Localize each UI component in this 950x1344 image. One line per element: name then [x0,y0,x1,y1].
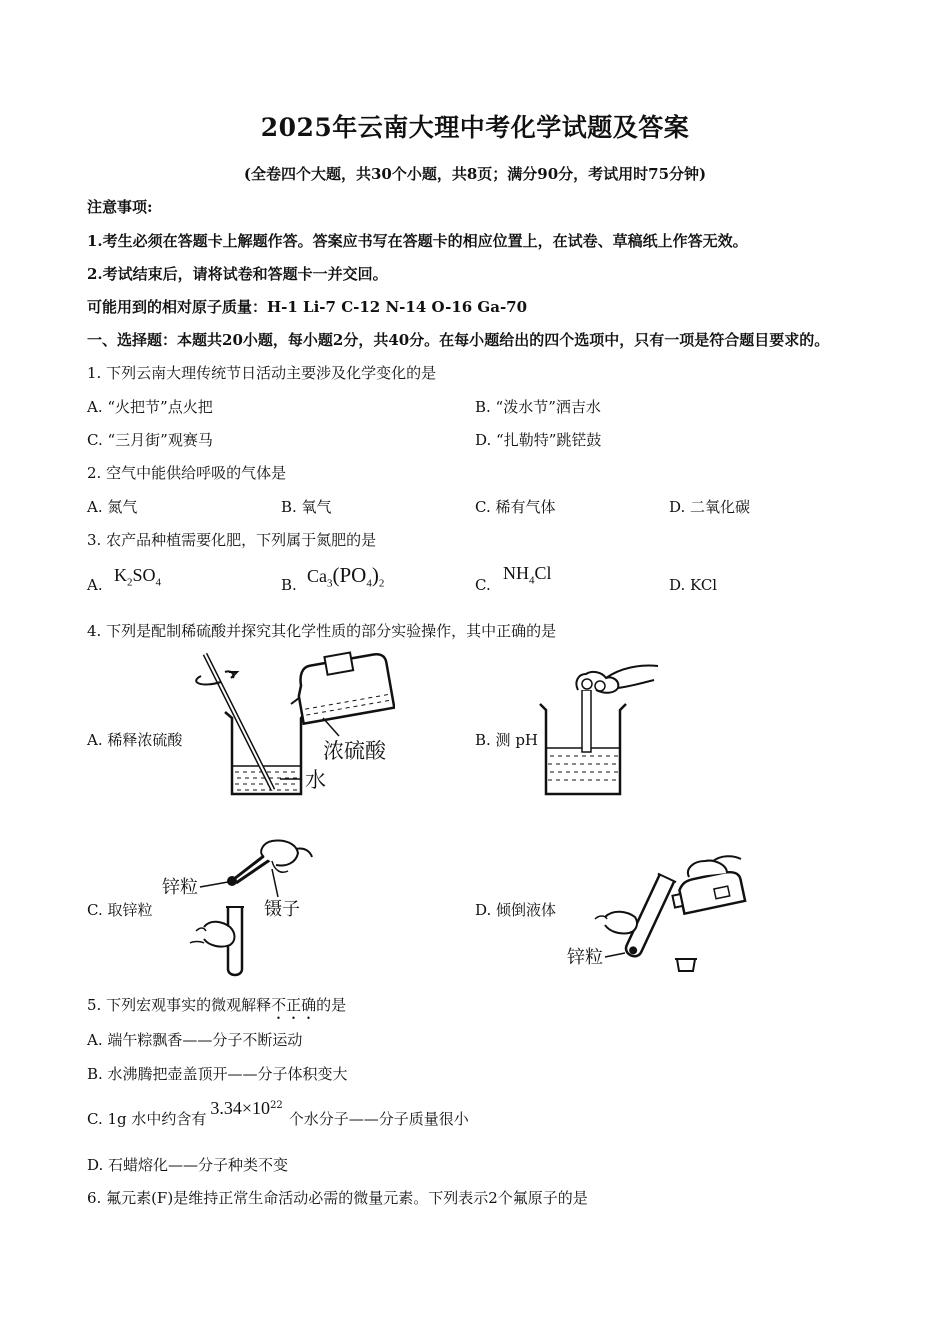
q2-option-a: A. 氮气 [87,498,138,516]
question-5-stem: 5. 下列宏观事实的微观解释不正确的是 [87,996,347,1014]
q3-option-b-label: B. [281,576,297,594]
figure-pour-liquid [565,855,755,975]
section-heading: 一、选择题：本题共20小题，每小题2分，共40分。在每小题给出的四个选项中，只有一项是符合题目要求的。 [87,331,830,349]
q5-option-b: B. 水沸腾把壶盖顶开——分子体积变大 [87,1065,348,1083]
q1-option-a: A. “火把节”点火把 [87,398,213,416]
exam-info: (全卷四个大题，共30个小题，共8页；满分90分，考试用时75分钟) [243,165,707,183]
question-2-stem: 2. 空气中能供给呼吸的气体是 [87,464,287,482]
notes-heading: 注意事项: [87,198,153,216]
question-4-stem: 4. 下列是配制稀硫酸并探究其化学性质的部分实验操作，其中正确的是 [87,622,557,640]
atomic-masses: 可能用到的相对原子质量：H-1 Li-7 C-12 N-14 O-16 Ga-70 [87,298,528,316]
label-tweezers: 镊子 [264,899,300,920]
q3-formula-nh4cl: $NH_4Cl$ [503,563,552,587]
q2-option-c: C. 稀有气体 [475,498,556,516]
q3-formula-k2so4: $K_2SO_4$ [114,565,162,589]
figure-dilute-acid [195,648,395,803]
q5-option-c: C. 1g 水中约含有$3.34\times 10^{22}$个水分子——分子质量很小 [87,1098,469,1128]
label-zinc-d: 锌粒 [567,947,603,968]
emphasis-not-correct: 不正确 [271,996,317,1014]
q5-option-a: A. 端午粽飘香——分子不断运动 [87,1031,303,1049]
page-title: 2025年云南大理中考化学试题及答案 [260,113,690,142]
note-item: 1.考生必须在答题卡上解题作答。答案应书写在答题卡的相应位置上，在试卷、草稿纸上作答无效。 [87,232,748,250]
q5-option-d: D. 石蜡熔化——分子种类不变 [87,1156,289,1174]
q1-option-b: B. “泼水节”洒吉水 [475,398,601,416]
q4-option-b: B. 测 pH [475,731,539,749]
q4-option-c: C. 取锌粒 [87,901,153,919]
q3-option-d: D. KCl [669,576,718,594]
q1-option-c: C. “三月街”观赛马 [87,431,213,449]
q3-option-a-label: A. [87,576,103,594]
question-6-stem: 6. 氟元素(F)是维持正常生命活动必需的微量元素。下列表示2个氟原子的是 [87,1189,588,1207]
q1-option-d: D. “扎勒特”跳铓鼓 [475,431,602,449]
label-concentrated-acid: 浓硫酸 [323,739,386,763]
q2-option-d: D. 二氧化碳 [669,498,751,516]
q4-option-a: A. 稀释浓硫酸 [87,731,183,749]
q2-option-b: B. 氧气 [281,498,332,516]
q4-option-d: D. 倾倒液体 [475,901,557,919]
figure-measure-ph [530,660,680,800]
label-zinc: 锌粒 [162,877,198,898]
question-1-stem: 1. 下列云南大理传统节日活动主要涉及化学变化的是 [87,364,437,382]
label-water: 水 [305,768,326,792]
q3-option-c-label: C. [475,576,491,594]
figure-take-zinc [160,835,335,980]
question-3-stem: 3. 农产品种植需要化肥，下列属于氮肥的是 [87,531,377,549]
q3-formula-ca3po42: $Ca_3(PO_4)_2$ [307,563,385,590]
note-item: 2.考试结束后，请将试卷和答题卡一并交回。 [87,265,388,283]
